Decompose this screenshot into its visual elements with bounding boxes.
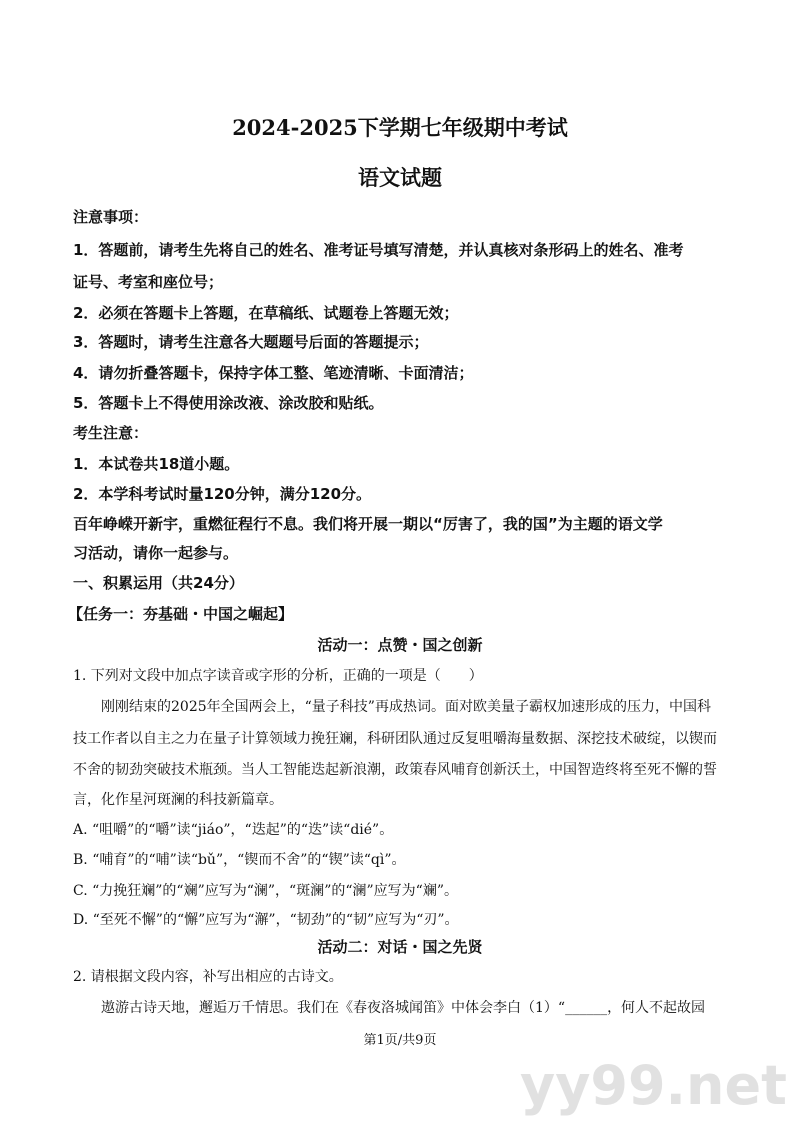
task-heading: 【任务一：夯基础・中国之崛起】 <box>68 605 294 623</box>
passage-line: 言，化作星河斑澜的科技新篇章。 <box>73 792 283 808</box>
passage-line: 刚刚结束的2025年全国两会上，“量子科技”再成热词。面对欧美量子霸权加速形成的压力，中国科 <box>101 699 711 715</box>
notice-item: 2．必须在答题卡上答题，在草稿纸、试题卷上答题无效； <box>73 304 459 322</box>
notice-item: 4．请勿折叠答题卡，保持字体工整、笔迹清晰、卡面清洁； <box>73 364 474 382</box>
activity2-heading: 活动二：对话・国之先贤 <box>317 938 483 956</box>
intro-line: 习活动，请你一起参与。 <box>73 544 239 562</box>
notice-item: 证号、考室和座位号； <box>73 273 224 291</box>
option-a: A. “咀嚼”的“嚼”读“jiáo”，“迭起”的“迭”读“dié”。 <box>73 822 394 838</box>
notice-item: 3．答题时，请考生注意各大题题号后面的答题提示； <box>73 333 429 351</box>
notice-item: 1．答题前，请考生先将自己的姓名、准考证号填写清楚，并认真核对条形码上的姓名、准考 <box>73 241 684 259</box>
candidate-notice-item: 2．本学科考试时量120分钟，满分120分。 <box>73 485 372 503</box>
notice-heading: 注意事项： <box>73 208 149 226</box>
exam-title: 2024-2025下学期七年级期中考试 <box>232 115 568 140</box>
option-b: B. “哺育”的“哺”读“bǔ”，“锲而不舍”的“锲”读“qì”。 <box>73 852 406 868</box>
exam-subtitle: 语文试题 <box>358 165 442 190</box>
passage-line: 不舍的韧劲突破技术瓶颈。当人工智能迭起新浪潮，政策春风哺育创新沃土，中国智造终将至死不懈的誓 <box>73 762 717 778</box>
page-number: 第1页/共9页 <box>363 1033 437 1048</box>
question-1: 1. 下列对文段中加点字读音或字形的分析，正确的一项是（ ） <box>73 668 483 684</box>
candidate-notice-item: 1．本试卷共18道小题。 <box>73 455 240 473</box>
option-d: D. “至死不懈”的“懈”应写为“澥”，“韧劲”的“韧”应写为“刃”。 <box>73 912 459 928</box>
option-c: C. “力挽狂斓”的“斓”应写为“澜”，“斑澜”的“澜”应写为“斓”。 <box>73 883 458 899</box>
passage-line: 技工作者以自主之力在量子计算领域力挽狂斓，科研团队通过反复咀嚼海量数据、深挖技术破绽，以锲而 <box>73 731 717 747</box>
candidate-notice-heading: 考生注意： <box>73 424 149 442</box>
watermark: yy99.net <box>520 1054 787 1117</box>
notice-item: 5．答题卡上不得使用涂改液、涂改胶和贴纸。 <box>73 394 384 412</box>
activity1-heading: 活动一：点赞・国之创新 <box>317 636 483 654</box>
intro-line: 百年峥嵘开新宇，重燃征程行不息。我们将开展一期以“厉害了，我的国”为主题的语文学 <box>73 515 663 533</box>
question-2: 2. 请根据文段内容，补写出相应的古诗文。 <box>73 969 343 985</box>
passage-line: 遨游古诗天地，邂逅万千情思。我们在《春夜洛城闻笛》中体会李白（1）“______，何人不起故园 <box>101 1000 706 1016</box>
section-heading: 一、积累运用（共24分） <box>73 574 244 592</box>
